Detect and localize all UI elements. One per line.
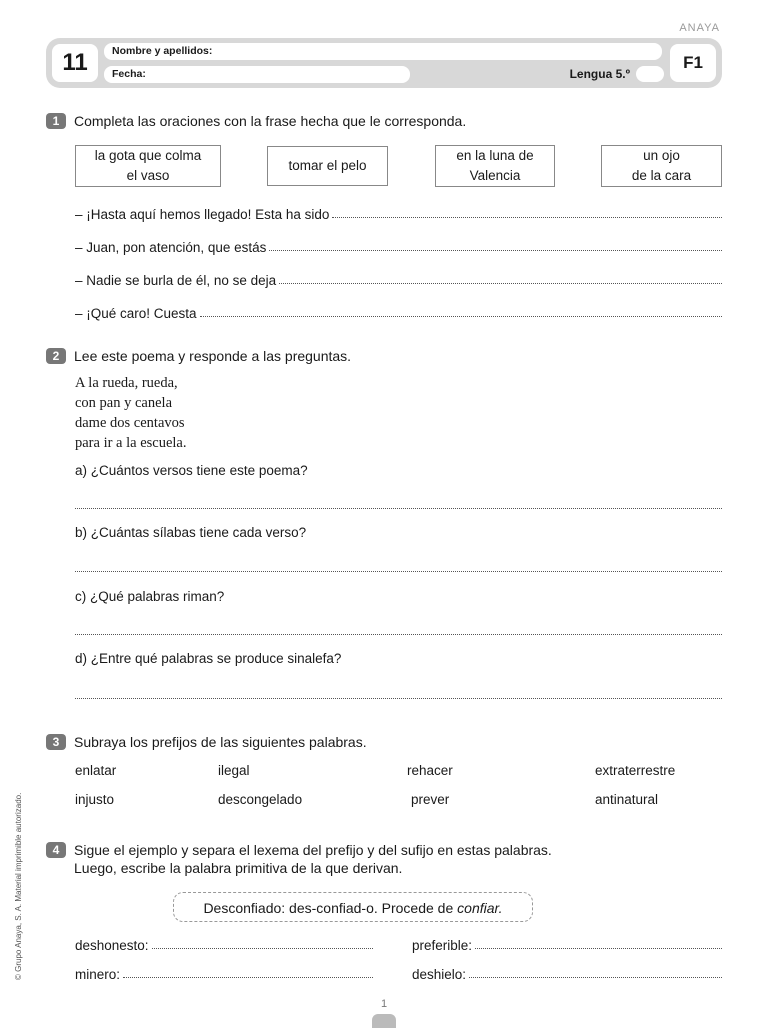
answer-line[interactable] <box>200 316 722 317</box>
word-item[interactable]: antinatural <box>595 792 659 807</box>
sentence-row: – ¡Hasta aquí hemos llegado! Esta ha sido <box>75 204 722 222</box>
word-item[interactable]: rehacer <box>407 763 453 778</box>
word-item[interactable]: descongelado <box>218 792 303 807</box>
header-pill <box>636 66 664 82</box>
sentence-row: – ¡Qué caro! Cuesta <box>75 303 722 321</box>
answer-line[interactable] <box>332 217 722 218</box>
unit-number: 11 <box>52 44 98 82</box>
sub-question: b) ¿Cuántas sílabas tiene cada verso? <box>75 525 307 540</box>
question-number: 3 <box>46 734 66 750</box>
sub-question: a) ¿Cuántos versos tiene este poema? <box>75 463 308 478</box>
answer-line[interactable] <box>152 948 373 949</box>
word-item[interactable]: enlatar <box>75 763 117 778</box>
question-instruction: Subraya los prefijos de las siguientes palabras. <box>74 734 367 750</box>
lexeme-row: deshonesto: <box>75 935 373 953</box>
example-box: Desconfiado: des-confiad-o. Procede de confiar. <box>173 892 533 922</box>
subject-label: Lengua 5.º <box>569 67 630 81</box>
answer-line[interactable] <box>75 634 722 635</box>
word-item[interactable]: injusto <box>75 792 115 807</box>
answer-line[interactable] <box>75 698 722 699</box>
answer-line[interactable] <box>269 250 722 251</box>
sentence-row: – Juan, pon atención, que estás <box>75 237 722 255</box>
sub-question: c) ¿Qué palabras riman? <box>75 589 225 604</box>
word-item[interactable]: ilegal <box>218 763 250 778</box>
answer-line[interactable] <box>123 977 373 978</box>
answer-line[interactable] <box>75 508 722 509</box>
question-instruction: Lee este poema y responde a las preguntas. <box>74 348 352 364</box>
lexeme-row: deshielo: <box>412 964 722 982</box>
answer-line[interactable] <box>279 283 722 284</box>
brand-logo: ANAYA <box>679 22 720 34</box>
phrase-box: un ojo de la cara <box>601 145 722 187</box>
lexeme-row: preferible: <box>412 935 722 953</box>
answer-line[interactable] <box>75 571 722 572</box>
phrase-box: en la luna de Valencia <box>435 145 555 187</box>
answer-line[interactable] <box>475 948 722 949</box>
date-field[interactable]: Fecha: <box>104 66 410 83</box>
page-tab <box>372 1014 396 1028</box>
word-item[interactable]: prever <box>411 792 450 807</box>
question-instruction: Sigue el ejemplo y separa el lexema del prefijo y del sufijo en estas palabras. <box>74 842 552 858</box>
page-number: 1 <box>380 998 388 1010</box>
phrase-box: tomar el pelo <box>267 146 388 186</box>
question-3 <box>46 734 367 750</box>
question-number: 2 <box>46 348 66 364</box>
sentence-row: – Nadie se burla de él, no se deja <box>75 270 722 288</box>
word-item[interactable]: extraterrestre <box>595 763 676 778</box>
question-instruction: Luego, escribe la palabra primitiva de la que derivan. <box>74 860 403 876</box>
sub-question: d) ¿Entre qué palabras se produce sinalefa? <box>75 651 342 666</box>
copyright-note: © Grupo Anaya, S. A. Material imprimible autorizado. <box>14 792 23 980</box>
name-field[interactable]: Nombre y apellidos: <box>104 43 662 60</box>
question-4 <box>46 842 552 876</box>
question-number: 1 <box>46 113 66 129</box>
lexeme-row: minero: <box>75 964 373 982</box>
phrase-box: la gota que colma el vaso <box>75 145 221 187</box>
question-1 <box>46 113 466 129</box>
answer-line[interactable] <box>469 977 722 978</box>
poem: A la rueda, rueda, con pan y canela dame dos centavos para ir a la escuela. <box>75 375 187 451</box>
question-instruction: Completa las oraciones con la frase hecha que le corresponda. <box>74 113 467 129</box>
question-number: 4 <box>46 842 66 858</box>
worksheet-code: F1 <box>670 44 716 82</box>
question-2 <box>46 348 351 364</box>
